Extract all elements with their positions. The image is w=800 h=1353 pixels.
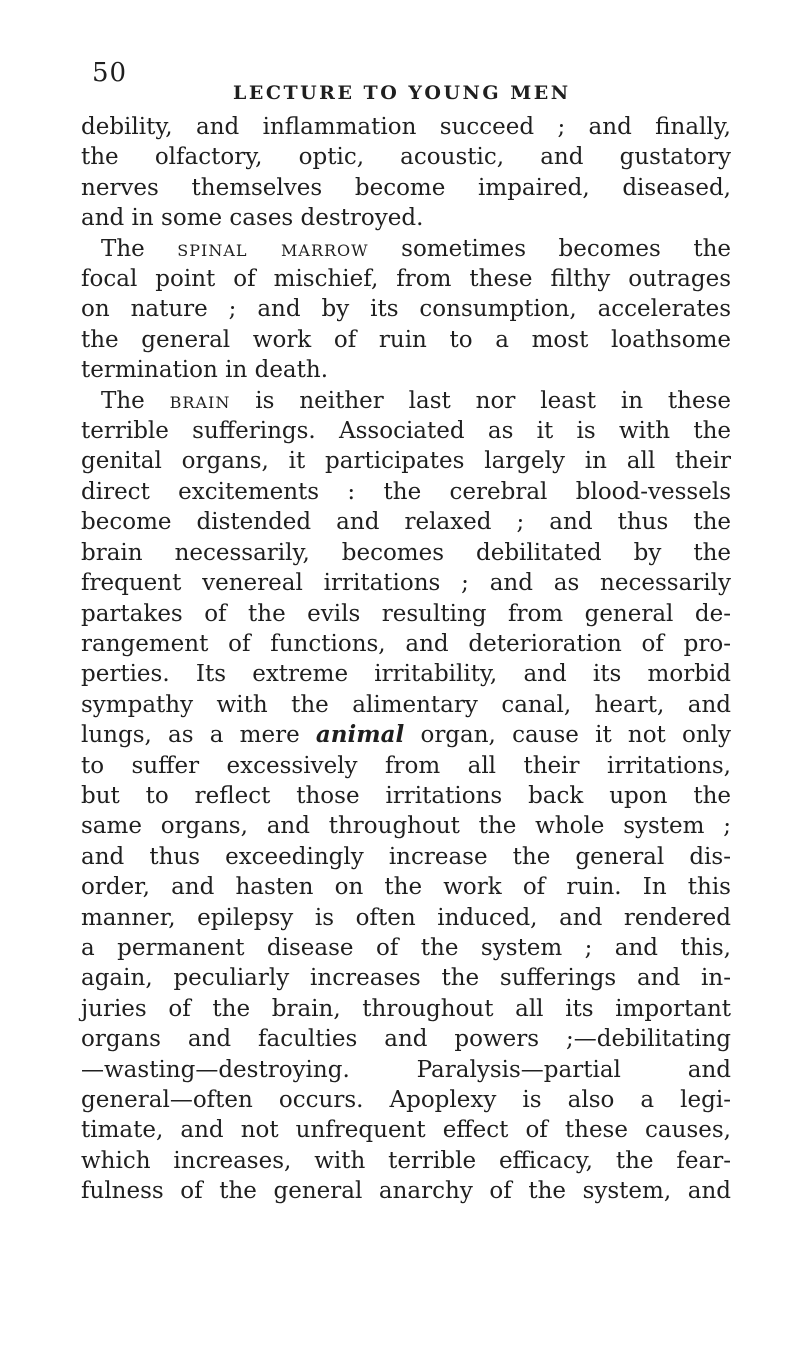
text-line: frequent venereal irritations ; and as necessarily — [81, 570, 731, 597]
text-line: but to reflect those irritations back upon the — [81, 782, 731, 809]
text-line: the general work of ruin to a most loathsome — [81, 326, 731, 353]
paragraph-1 — [81, 112, 731, 234]
text-line: partakes of the evils resulting from general de- — [81, 600, 731, 627]
text-line: again, peculiarly increases the sufferings and in- — [81, 965, 731, 992]
text-line: sympathy with the alimentary canal, heart, and — [81, 691, 731, 718]
text-line: direct excitements : the cerebral blood-vessels — [81, 478, 731, 505]
text-line: brain necessarily, becomes debilitated by the — [81, 539, 731, 566]
paragraph-lead: The — [101, 235, 145, 262]
text-line: terrible sufferings. Associated as it is with the — [81, 418, 731, 445]
text-line: organs and faculties and powers ;—debilitating — [81, 1026, 731, 1053]
text-line: genital organs, it participates largely in all their — [81, 448, 731, 475]
text-line: a permanent disease of the system ; and this, — [81, 934, 731, 961]
paragraph-lead: The — [101, 387, 145, 414]
paragraph-2 — [81, 234, 731, 386]
text-line: timate, and not unfrequent effect of these causes, — [81, 1117, 731, 1144]
text-line: perties. Its extreme irritability, and its morbid — [81, 661, 731, 688]
line-start: lungs, as a mere — [81, 722, 300, 749]
text-line: which increases, with terrible efficacy, the fear- — [81, 1147, 731, 1174]
text-line: on nature ; and by its consumption, accelerates — [81, 296, 731, 323]
text-line: become distended and relaxed ; and thus the — [81, 509, 731, 536]
line-rest: is neither last nor least in these — [255, 387, 732, 414]
text-line: and in some cases destroyed. — [81, 205, 424, 232]
line-rest: organ, cause it not only — [420, 722, 732, 749]
text-line: general—often occurs. Apoplexy is also a legi- — [81, 1087, 731, 1113]
text-line: —wasting—destroying. Paralysis—partial and — [81, 1056, 731, 1083]
text-line: juries of the brain, throughout all its important — [81, 995, 731, 1022]
text-line: to suffer excessively from all their irritations, — [81, 752, 731, 779]
text-line — [81, 386, 731, 416]
text-line: and thus exceedingly increase the general dis- — [81, 843, 731, 870]
small-caps-term: brain — [169, 387, 231, 414]
body-text — [81, 112, 731, 1207]
text-line: nerves themselves become impaired, diseased, — [81, 174, 731, 201]
italic-emphasis: animal — [315, 721, 405, 749]
page-number: 50 — [92, 58, 128, 88]
text-line: the olfactory, optic, acoustic, and gustatory — [81, 144, 731, 171]
text-line: rangement of functions, and deterioration of pro- — [81, 630, 731, 657]
text-line: order, and hasten on the work of ruin. In this — [81, 874, 731, 901]
small-caps-term: spinal marrow — [177, 235, 369, 262]
paragraph-3 — [81, 386, 731, 1207]
text-line: debility, and inflammation succeed ; and finally, — [81, 114, 731, 140]
text-line: termination in death. — [81, 357, 329, 384]
text-line: focal point of mischief, from these filthy outrages — [81, 266, 731, 293]
text-line — [81, 720, 731, 750]
text-line: manner, epilepsy is often induced, and rendered — [81, 904, 731, 931]
text-line: fulness of the general anarchy of the system, and — [81, 1178, 731, 1205]
text-line — [81, 234, 731, 264]
line-rest: sometimes becomes the — [401, 235, 732, 262]
text-line: same organs, and throughout the whole system ; — [81, 813, 731, 840]
running-head: LECTURE TO YOUNG MEN — [233, 82, 571, 104]
